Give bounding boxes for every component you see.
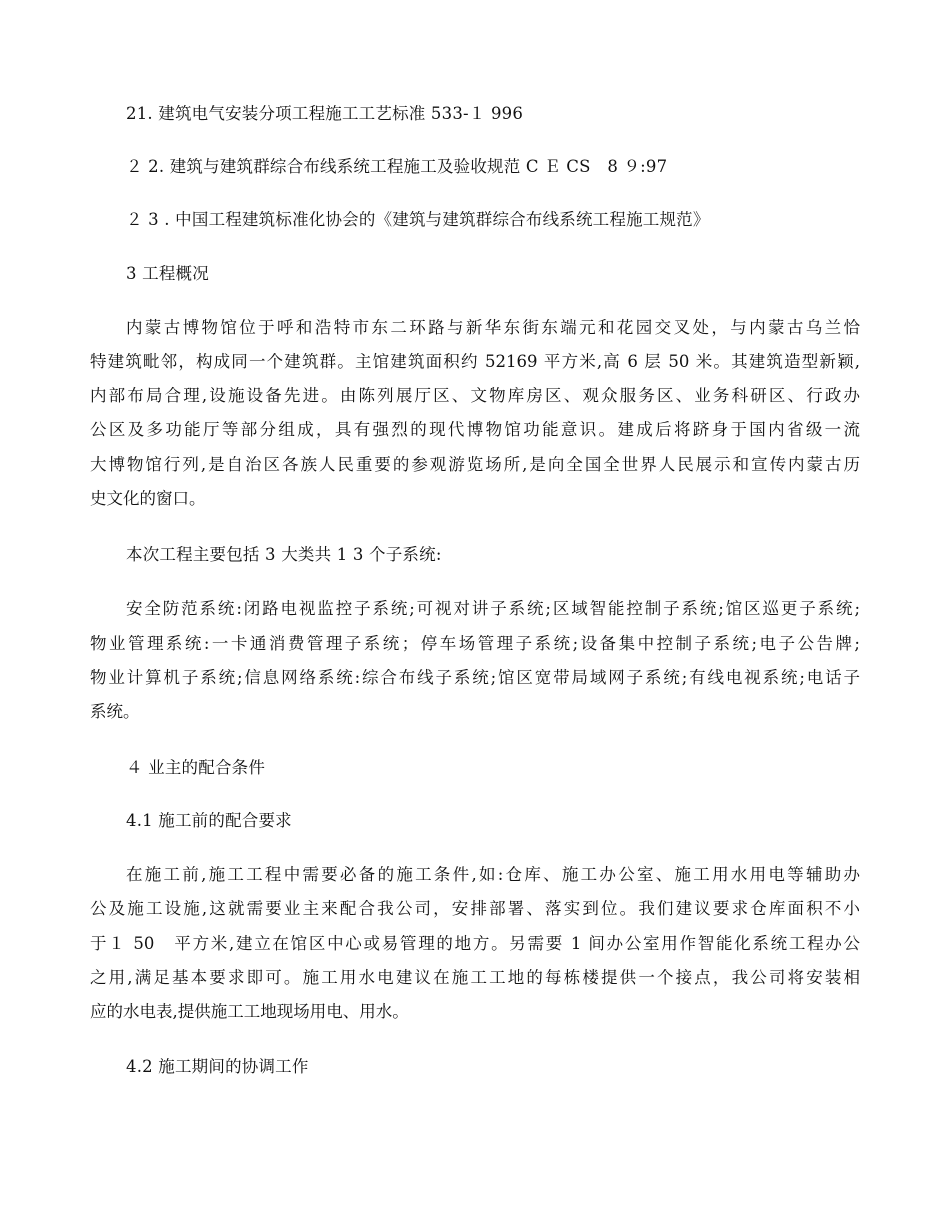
overview-line: 大博物馆行列,是自治区各族人民重要的参观游览场所,是向全国全世界人民展示和宣传内蒙古历 [90,455,860,474]
requirement-line: 公及施工设施,这就需要业主来配合我公司，安排部署、落实到位。我们建议要求仓库面积不小 [90,899,860,918]
requirement-line: 之用,满足基本要求即可。施工用水电建议在施工工地的每栋楼提供一个接点，我公司将安装相 [90,968,860,987]
requirement-line: 应的水电表,提供施工工地现场用电、用水。 [90,1002,409,1021]
subsystem-line: 物业计算机子系统;信息网络系统:综合布线子系统;馆区宽带局域网子系统;有线电视系统;电话子 [90,668,860,687]
scope-line: 本次工程主要包括 3 大类共 1 3 个子系统: [126,545,442,564]
subsystem-line: 系统。 [90,702,140,721]
section-heading-4: ４ 业主的配合条件 [126,758,266,777]
subsystem-line: 物业管理系统:一卡通消费管理子系统；停车场管理子系统;设备集中控制子系统;电子公告牌; [90,634,860,653]
section-heading-4-1: 4.1 施工前的配合要求 [126,811,292,830]
overview-line: 史文化的窗口。 [90,489,206,508]
subsystem-line: 安全防范系统:闭路电视监控子系统;可视对讲子系统;区域智能控制子系统;馆区巡更子系统; [126,599,860,618]
standard-item-22: ２ 2. 建筑与建筑群综合布线系统工程施工及验收规范 C Ｅ CS 8 ９:97 [126,157,668,176]
standard-item-21: 21. 建筑电气安装分项工程施工工艺标准 533-１ 996 [126,104,524,123]
overview-line: 内蒙古博物馆位于呼和浩特市东二环路与新华东街东端元和花园交叉处，与内蒙古乌兰恰 [126,318,860,337]
requirement-line: 在施工前,施工工程中需要必备的施工条件,如:仓库、施工办公室、施工用水用电等辅助办 [126,865,860,884]
requirement-line: 于１ 50 平方米,建立在馆区中心或易管理的地方。另需要 1 间办公室用作智能化系统工程办公 [90,934,860,953]
section-heading-3: 3 工程概况 [126,264,209,283]
overview-line: 内部布局合理,设施设备先进。由陈列展厅区、文物库房区、观众服务区、业务科研区、行政办 [90,386,860,405]
overview-line: 公区及多功能厅等部分组成，具有强烈的现代博物馆功能意识。建成后将跻身于国内省级一流 [90,420,860,439]
overview-line: 特建筑毗邻，构成同一个建筑群。主馆建筑面积约 52169 平方米,高 6 层 50 米。其建筑造型新颖, [90,352,860,371]
standard-item-23: ２ 3 . 中国工程建筑标准化协会的《建筑与建筑群综合布线系统工程施工规范》 [126,210,710,229]
section-heading-4-2: 4.2 施工期间的协调工作 [126,1057,309,1076]
